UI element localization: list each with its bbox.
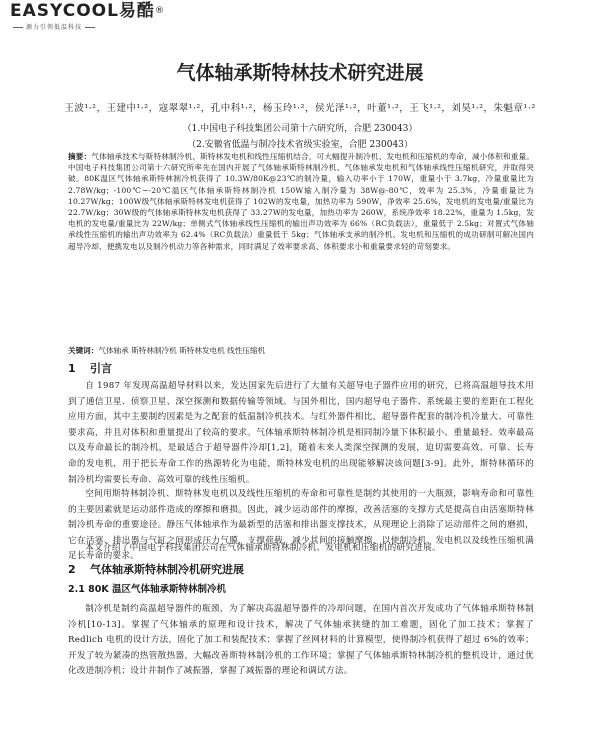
abstract-label: 摘要：	[68, 152, 92, 161]
paper-title: 气体轴承斯特林技术研究进展	[176, 62, 424, 84]
keywords-text: 气体轴承 斯特林制冷机 斯特林发电机 线性压缩机	[98, 346, 266, 355]
abstract-text: 气体轴承技术与斯特林制冷机、斯特林发电机和线性压缩机结合，可大幅提升制冷机、发电机和压缩机的寿命，减小体积和重量。中国电子科技集团公司第十六研究所率先在国内开展了气体轴承斯特林制冷机、气体轴承发电机和气体轴承线性压缩机研究，并取得突破。80K温区气体轴承斯特林制冷机获得了 10.3W/80K@23℃的制冷量，输入功率小于 170W，重量小于 3.7kg，冷量重量比为 2.78W/kg；-100℃~-20℃温区气体轴承斯特林制冷机 150W输入制冷量为 38W@-80℃，效率为 25.3%，冷量重量比为 10.27W/kg；100W级气体轴承斯特林发电机获得了 102W的发电量，加热功率为 590W，净效率 25.6%，发电机的发电量/重量比为 22.7W/kg；30W级的气体轴承斯特林发电机获得了 33.27W的发电量，加热功率为 260W，系统净效率 18.22%，重量为 1.5kg，发电机的发电量/重量比为 22W/kg；单侧式气体轴承线性压缩机的输出声功效率为 66%（RC负载法），重量低于 2.5kg；对置式气体轴承线性压缩机的输出声功效率为 62.4%（RC负载法）重量低于 5kg；气体轴承支承的制冷机、发电机和压缩机的成功研制可解决国内超导冷却、便携发电以及制冷机动力等各种需求，同时满足了效率要求高、体积要求小和重量要求轻的苛刻要求。	[68, 152, 535, 251]
section-heading-intro: 1 引言	[68, 362, 112, 375]
section-heading-2: 2 气体轴承斯特林制冷机研究进展	[68, 563, 244, 576]
journal-header	[10, 2, 590, 36]
paragraph: 自 1987 年发现高温超导材料以来，发达国家先后进行了大量有关超导电子器件应用的研究，已将高温超导技术用到了通信卫星、侦察卫星、深空探测和数据传输等领域。与国外相比，国内超导电子器件、系统最主要的差距在工程化应用方面，其中主要制约因素是为之配套的低温制冷机技术。与红外器件相比，超导器件配套的制冷机冷量大、可靠性要求高，并且对体积和重量提出了较高的要求。气体轴承斯特林制冷机是相同制冷量下体积最小、重量最轻、效率最高以及寿命最长的制冷机，是最适合于超导器件冷却[1,2]，随着未来人类深空探测的发展，迫切需要高效、可靠、长寿命的发电机，用于把长寿命工作的热源转化为电能，斯特林发电机的出现能够解决该问题[3-9]。此外，斯特林循环的制冷机均需要长寿命、高效可靠的线性压缩机。	[68, 381, 534, 485]
paragraph: 本文介绍了中国电子科技集团公司在气体轴承斯特林制冷机、发电机和压缩机的研究进展。	[85, 543, 441, 553]
subsection-heading-2-1: 2.1 80K 温区气体轴承斯特林制冷机	[68, 584, 227, 595]
paragraph: 空间用斯特林制冷机、斯特林发电机以及线性压缩机的寿命和可靠性是制约其使用的一大瓶颈，影响寿命和可靠性的主要因素就是运动部件造成的摩擦和磨损。因此，减少运动部件的摩擦，改善活塞的支撑方式是提高自由活塞斯特林制冷机寿命的重要途径。静压气体轴承作为最新型的活塞和排出器支撑技术，从现理论上消除了运动部件之间的磨损，它在活塞、排出器与气缸之间形成压力气膜，支撑荷载，减少其间的接触摩擦，以使制冷机、发电机以及线性压缩机满足长寿命的要求。	[68, 489, 534, 562]
affiliation-1: （1.中国电子科技集团公司第十六研究所，合肥 230043）	[182, 124, 418, 134]
keywords	[68, 345, 534, 356]
author-list: 王波¹·²，王建中¹·²，寇翠翠¹·²，孔中科¹·²，杨玉玲¹·²，侯光泽¹·²，叶董¹·²，王飞¹·²，刘昊¹·²，朱魁章¹·²	[64, 103, 536, 114]
easycool-logo: EASYCOOL易酷®	[10, 1, 165, 21]
abstract	[68, 151, 534, 252]
keywords-label: 关键词：	[68, 346, 99, 355]
logo-tagline: 源力引领低温科技	[10, 22, 98, 31]
affiliation-2: （2.安徽省低温与制冷技术省级实验室，合肥 230043）	[187, 140, 413, 150]
paragraph: 制冷机是制约高温超导器件的瓶颈，为了解决高温超导器件的冷却问题，在国内首次开发成功了气体轴承斯特林制冷机[10-13]。掌握了气体轴承的原理和设计技术，解决了气体轴承狭缝的加工难题，固化了加工技术；掌握了 Redlich 电机的设计方法，固化了加工和装配技术；掌握了丝网材料的计算模型，使得制冷机获得了超过 6%的效率；开发了较为紧凑的热管散热器，大幅改善斯特林制冷机的工作环境；掌握了气体轴承斯特林制冷机的整机设计，通过优化改进制冷机；设计并制作了减振器，掌握了减振器的理论和调试方法。	[68, 604, 534, 677]
